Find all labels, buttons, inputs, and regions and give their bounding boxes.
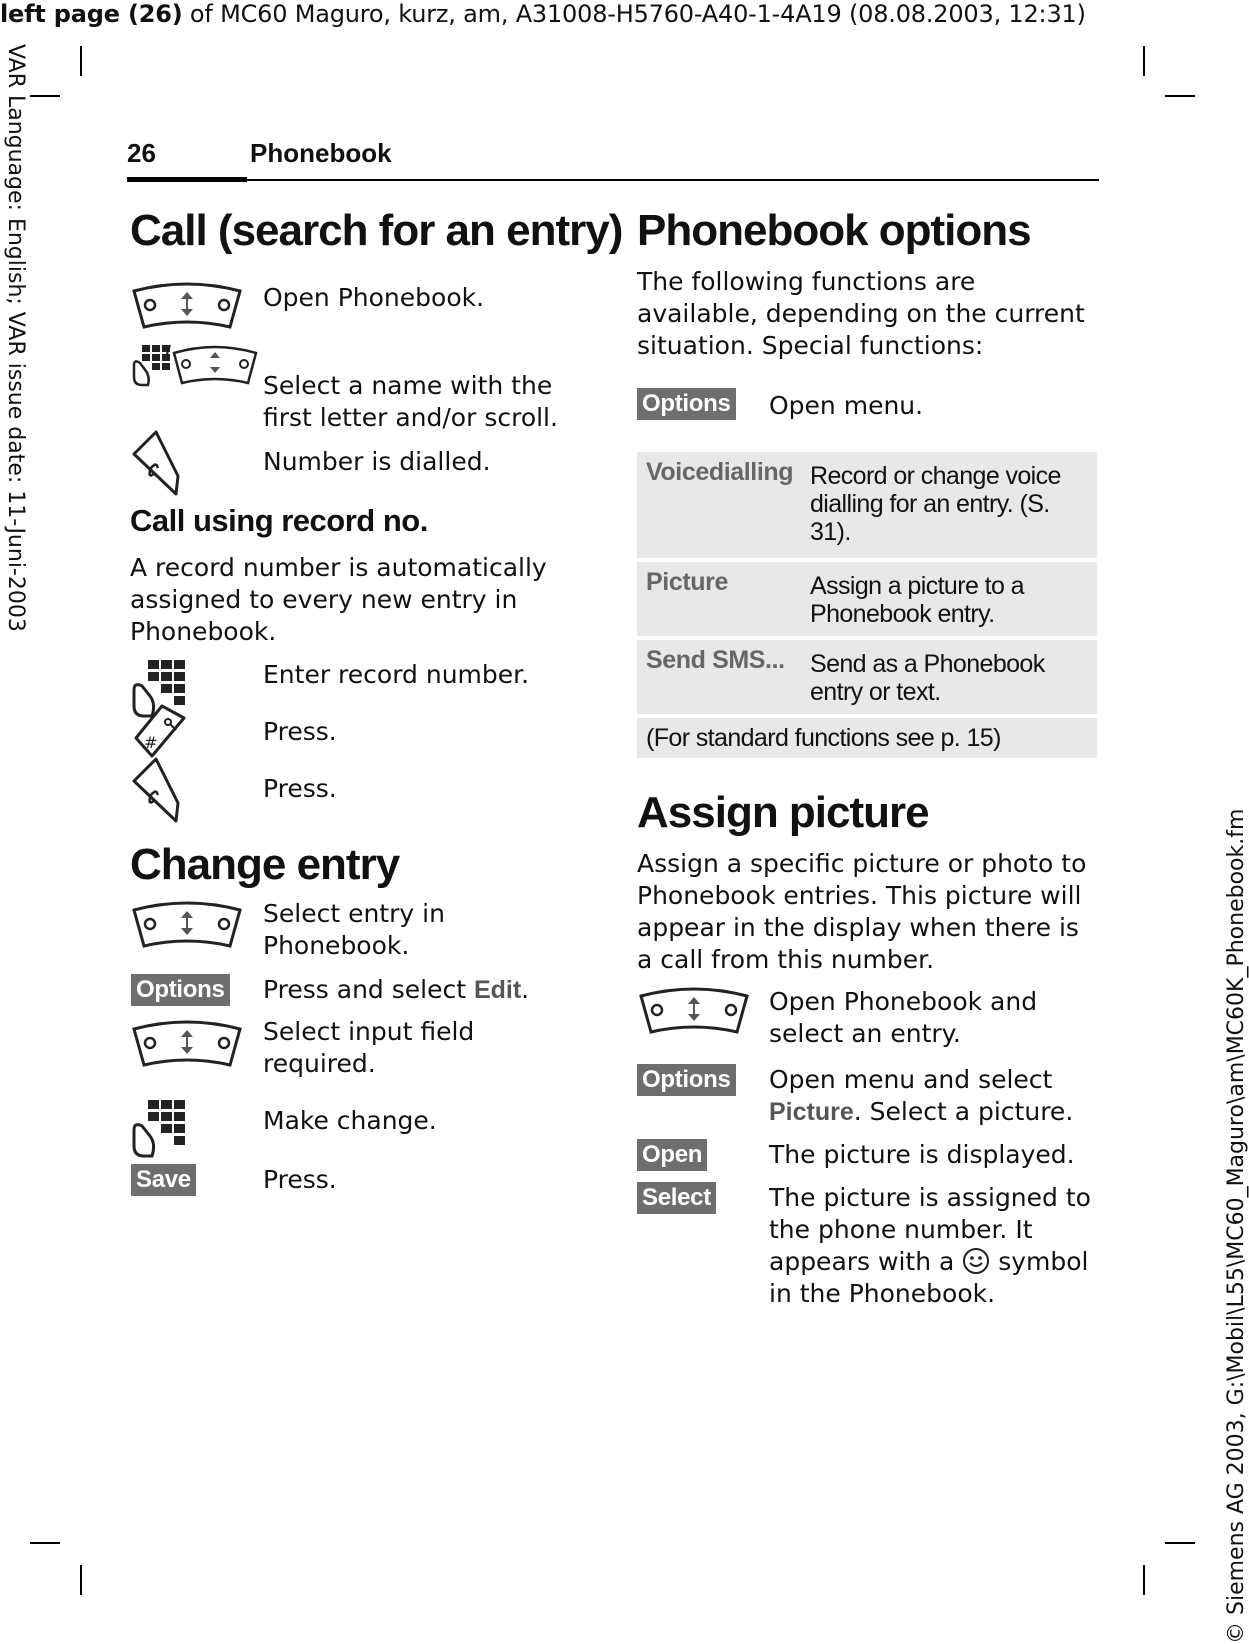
table-row bbox=[637, 452, 1097, 558]
crop-mark bbox=[30, 95, 60, 97]
table-option-name: Send SMS... bbox=[646, 646, 785, 674]
section-heading: Assign picture bbox=[637, 788, 929, 837]
step-text: Enter record number. bbox=[263, 660, 530, 689]
table-row bbox=[637, 640, 1097, 714]
call-key-icon bbox=[130, 755, 184, 825]
section-heading: Phonebook options bbox=[637, 206, 1031, 255]
table-note-row bbox=[637, 718, 1097, 758]
paragraph: Assign a specific picture or photo to Phonebook entries. This picture will appear in the display when there is a call from this number. bbox=[637, 849, 1087, 974]
side-text-right: © Siemens AG 2003, G:\Mobil\L55\MC60_Maguro\am\MC60K_Phonebook.fm bbox=[1224, 808, 1249, 1644]
step-text-part: . Select a picture. bbox=[853, 1097, 1074, 1126]
crop-mark bbox=[80, 46, 82, 76]
step-text: Make change. bbox=[263, 1106, 437, 1135]
step-text: Select input field required. bbox=[263, 1017, 475, 1078]
navigation-key-icon bbox=[130, 1021, 244, 1071]
step-text: Open Phonebook and select an entry. bbox=[769, 987, 1038, 1048]
table-option-desc: Send as a Phonebook entry or text. bbox=[810, 650, 1045, 706]
select-softkey[interactable]: Select bbox=[637, 1182, 716, 1214]
step-text bbox=[769, 1064, 1099, 1128]
smiley-icon bbox=[962, 1247, 990, 1275]
step-text-part: Open menu and select bbox=[769, 1065, 1053, 1094]
print-header-bold: left page (26) bbox=[0, 0, 183, 28]
step-text bbox=[263, 974, 593, 1006]
step-text: Select entry in Phonebook. bbox=[263, 899, 445, 960]
step-text-part: symbol in the Phonebook. bbox=[769, 1247, 1089, 1308]
step-text: Select a name with the first letter and/or scroll. bbox=[263, 371, 558, 432]
crop-mark bbox=[1165, 1542, 1195, 1544]
step-text: Number is dialled. bbox=[263, 447, 491, 476]
table-note: (For standard functions see p. 15) bbox=[646, 724, 1001, 752]
crop-mark bbox=[30, 1542, 60, 1544]
step-text-part: Press and select bbox=[263, 975, 474, 1004]
crop-mark bbox=[80, 1565, 82, 1595]
svg-text:#: # bbox=[144, 733, 158, 752]
side-text-left: VAR Language: English; VAR issue date: 11-Juni-2003 bbox=[3, 44, 28, 632]
table-option-desc: Record or change voice dialling for an entry. (S. 31). bbox=[810, 462, 1061, 546]
hash-key-icon bbox=[132, 700, 188, 758]
open-softkey[interactable]: Open bbox=[637, 1139, 707, 1171]
navigation-key-icon bbox=[130, 283, 244, 333]
menu-item-picture: Picture bbox=[769, 1098, 854, 1126]
paragraph: The following functions are available, depending on the current situation. Special functions: bbox=[637, 267, 1085, 360]
save-softkey[interactable]: Save bbox=[131, 1164, 196, 1196]
step-text: Press. bbox=[263, 717, 337, 746]
step-text: Open Phonebook. bbox=[263, 283, 485, 312]
options-softkey[interactable]: Options bbox=[131, 974, 230, 1006]
section-heading: Call (search for an entry) bbox=[130, 206, 623, 255]
page-number: 26 bbox=[127, 138, 156, 168]
step-text: Open menu. bbox=[769, 391, 924, 420]
step-text: Press. bbox=[263, 774, 337, 803]
crop-mark bbox=[1165, 95, 1195, 97]
paragraph: A record number is automatically assigned to every new entry in Phonebook. bbox=[130, 553, 547, 646]
step-text: Press. bbox=[263, 1165, 337, 1194]
running-head-title: Phonebook bbox=[250, 138, 392, 168]
step-text bbox=[769, 1182, 1099, 1310]
keypad-icon bbox=[128, 1098, 188, 1158]
navigation-key-icon bbox=[637, 988, 751, 1038]
table-option-desc: Assign a picture to a Phonebook entry. bbox=[810, 572, 1024, 628]
crop-mark bbox=[1143, 1565, 1145, 1595]
header-rule bbox=[127, 179, 1099, 181]
options-softkey[interactable]: Options bbox=[637, 1064, 736, 1096]
step-text-part: The picture is assigned to the phone number. It appears with a bbox=[769, 1183, 1091, 1276]
table-option-name: Voicedialling bbox=[646, 458, 794, 486]
subsection-heading: Call using record no. bbox=[130, 503, 428, 538]
section-heading: Change entry bbox=[130, 840, 400, 889]
print-header bbox=[0, 0, 1086, 28]
call-key-icon bbox=[130, 428, 184, 498]
header-rule-accent bbox=[127, 177, 247, 182]
step-text-part: . bbox=[521, 975, 530, 1004]
options-softkey[interactable]: Options bbox=[637, 388, 736, 420]
step-text: The picture is displayed. bbox=[769, 1140, 1075, 1169]
navigation-key-icon bbox=[130, 902, 244, 952]
print-header-rest: of MC60 Maguro, kurz, am, A31008-H5760-A40-1-4A19 (08.08.2003, 12:31) bbox=[182, 0, 1086, 28]
table-row bbox=[637, 562, 1097, 636]
table-option-name: Picture bbox=[646, 568, 728, 596]
keypad-or-navigation-icon bbox=[128, 343, 258, 389]
crop-mark bbox=[1143, 46, 1145, 76]
menu-item-edit: Edit bbox=[473, 976, 522, 1004]
